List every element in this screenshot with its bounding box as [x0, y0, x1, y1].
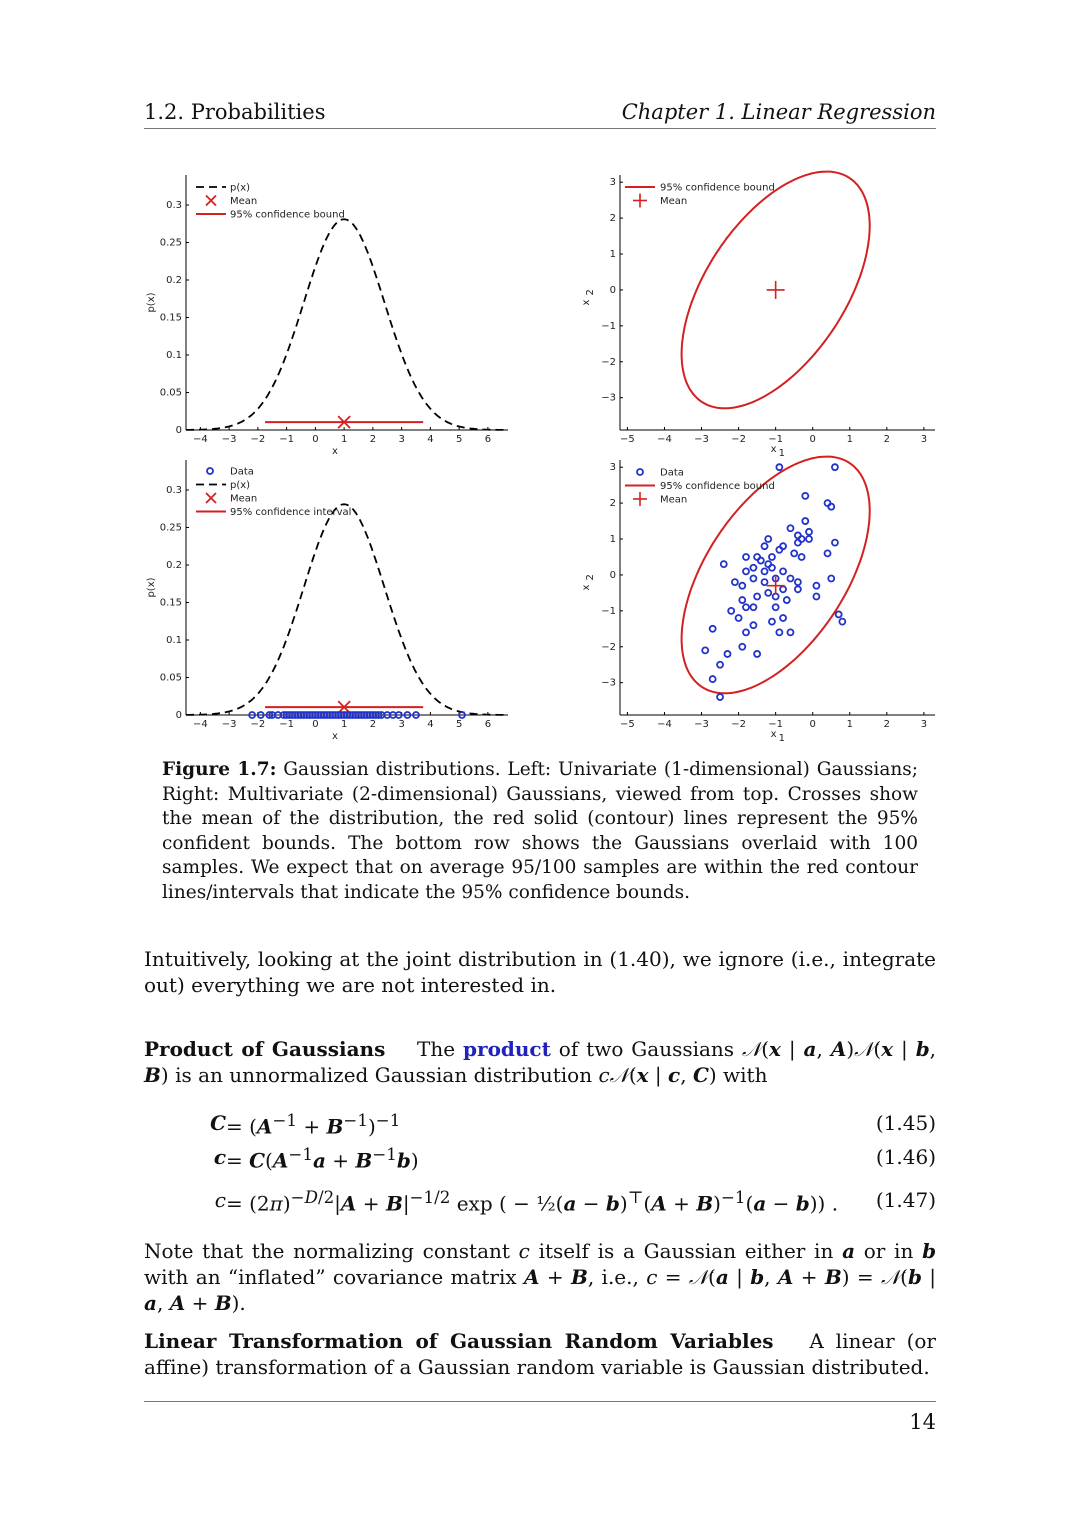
- data-point: [780, 586, 786, 592]
- data-point: [802, 493, 808, 499]
- y-tick-label: −2: [601, 356, 616, 368]
- x-tick-label: −3: [221, 719, 237, 730]
- y-tick-label: 0.15: [159, 597, 182, 609]
- note-text-4: with an “inflated” covariance matrix: [144, 1265, 517, 1289]
- product-text-4: with: [723, 1063, 768, 1087]
- data-point: [787, 576, 793, 582]
- legend-label: Mean: [230, 196, 258, 207]
- x-tick-label: −1: [279, 434, 294, 445]
- paragraph-linear-transformation: [144, 1328, 936, 1380]
- y-tick-label: 0: [175, 425, 182, 436]
- x-axis-label: x: [332, 446, 338, 457]
- legend-label: 95% confidence bound: [230, 209, 345, 221]
- data-point: [839, 619, 845, 625]
- x-tick-label: 0: [809, 719, 816, 730]
- data-point: [769, 565, 775, 571]
- x-tick-label: 2: [883, 719, 891, 730]
- y-tick-label: −3: [601, 392, 616, 404]
- data-point: [780, 568, 786, 574]
- data-point: [813, 593, 819, 599]
- note-text-3: or in: [863, 1239, 914, 1263]
- x-tick-label: 1: [340, 719, 348, 730]
- x-tick-label: −3: [221, 434, 237, 445]
- data-point: [799, 554, 805, 560]
- x-tick-label: 0: [312, 719, 319, 730]
- y-tick-label: 2: [609, 498, 616, 510]
- x-tick-label: −1: [768, 434, 784, 445]
- y-axis-label: x: [581, 299, 592, 306]
- data-point: [762, 579, 768, 585]
- legend-mean-swatch: [633, 194, 647, 208]
- legend-mean-swatch: [206, 493, 216, 503]
- data-point: [828, 576, 834, 582]
- x-tick-label: 2: [369, 434, 377, 445]
- equation-1-45: C = $(A^{-1} + B^{-1})^{-1}$ (1.45): [210, 1111, 936, 1139]
- x-tick-label: −5: [620, 434, 635, 445]
- product-text-2: of two Gaussians: [558, 1037, 735, 1061]
- x-tick-label: −1: [768, 719, 784, 730]
- legend-mean-swatch: [206, 196, 216, 206]
- y-tick-label: 0.05: [159, 672, 182, 684]
- x-tick-label: −4: [193, 719, 208, 730]
- x-tick-label: −1: [279, 719, 294, 730]
- y-tick-label: 0.25: [159, 237, 182, 249]
- data-point: [787, 629, 793, 635]
- data-point: [825, 550, 831, 556]
- data-point: [728, 608, 734, 614]
- plot-univariate-bottom: [140, 450, 520, 745]
- x-axis-label: x: [332, 731, 338, 742]
- eq-1-46-body: = $C(A^{-1}a + B^{-1}b)$: [226, 1145, 419, 1173]
- eq-number-1-45: (1.45): [875, 1111, 936, 1135]
- y-axis-label: x: [581, 584, 592, 591]
- data-point: [743, 554, 749, 560]
- x-tick-label: −4: [193, 434, 208, 445]
- y-tick-label: 0: [609, 284, 616, 296]
- x-tick-label: 1: [846, 719, 853, 730]
- note-text-2: itself is a Gaussian either in: [538, 1239, 834, 1263]
- x-tick-label: −3: [694, 434, 709, 445]
- x-tick-label: −5: [620, 719, 635, 730]
- data-point: [802, 518, 808, 524]
- y-tick-label: −1: [601, 605, 616, 617]
- data-point: [791, 550, 797, 556]
- y-tick-label: 1: [609, 534, 616, 546]
- x-tick-label: 4: [427, 434, 434, 445]
- caption-label: Figure 1.7:: [162, 759, 277, 780]
- x-tick-label: −4: [657, 434, 672, 445]
- data-point: [710, 676, 716, 682]
- x-tick-label: 3: [920, 434, 928, 445]
- x-tick-label: −4: [657, 719, 672, 730]
- data-point: [710, 626, 716, 632]
- data-point: [754, 554, 760, 560]
- y-tick-label: 0.25: [159, 522, 182, 534]
- product-text-3: is an unnormalized Gaussian distribution: [175, 1063, 593, 1087]
- legend-label: Data: [230, 466, 254, 478]
- eq-1-47-body: = $(2\pi)^{-D/2}|A + B|^{-1/2}$ exp ( − ½(a − $b)^⊤(A + B)^{-1}(a - b)$) .: [226, 1188, 839, 1216]
- product-text-1: The: [417, 1037, 456, 1061]
- equation-1-47: c = $(2\pi)^{-D/2}|A + B|^{-1/2}$ exp ( − ½(a − $b)^⊤(A + B)^{-1}(a - b)$) . (1.47): [214, 1188, 936, 1216]
- data-point: [762, 543, 768, 549]
- y-tick-label: 0.1: [166, 635, 182, 646]
- mean-plus: [767, 281, 785, 299]
- y-tick-label: 1: [609, 249, 616, 261]
- y-tick-label: −3: [601, 677, 616, 689]
- x-tick-label: 6: [484, 434, 492, 445]
- data-point: [776, 464, 782, 470]
- pdf-curve: [186, 219, 508, 430]
- x-tick-label: −2: [731, 719, 746, 730]
- data-point: [776, 547, 782, 553]
- y-tick-label: −1: [601, 320, 616, 332]
- data-point: [769, 619, 775, 625]
- data-point: [750, 565, 756, 571]
- data-point: [795, 586, 801, 592]
- legend-label: Data: [660, 467, 684, 479]
- data-point: [732, 579, 738, 585]
- data-point: [750, 576, 756, 582]
- y-tick-label: 0.05: [159, 387, 182, 399]
- eq-number-1-46: (1.46): [875, 1145, 936, 1169]
- data-point: [750, 622, 756, 628]
- page-number: 14: [909, 1410, 936, 1434]
- y-tick-label: 0.2: [166, 560, 182, 571]
- y-tick-label: 0: [609, 569, 616, 581]
- data-point: [795, 540, 801, 546]
- y-axis-subscript: 2: [585, 574, 596, 581]
- x-tick-label: 1: [340, 434, 348, 445]
- pdf-curve: [186, 504, 508, 715]
- x-tick-label: −3: [694, 719, 709, 730]
- data-point: [787, 525, 793, 531]
- data-point: [806, 536, 812, 542]
- legend-label: 95% confidence interval: [230, 507, 352, 518]
- note-text-5: , i.e.,: [587, 1265, 639, 1289]
- legend-label: 95% confidence bound: [660, 182, 775, 194]
- x-tick-label: 3: [398, 719, 405, 730]
- data-point: [776, 629, 782, 635]
- linear-heading: Linear Transformation of Gaussian Random Variables: [144, 1329, 774, 1353]
- plot-bivariate-top: [575, 165, 940, 460]
- x-tick-label: 0: [809, 434, 816, 445]
- legend-label: Mean: [230, 493, 258, 505]
- data-point: [717, 694, 723, 700]
- legend-label: Mean: [660, 494, 688, 506]
- eq-1-45-body: = $(A^{-1} + B^{-1})^{-1}$: [226, 1111, 401, 1139]
- running-header-chapter: Chapter 1. Linear Regression: [621, 100, 936, 124]
- y-tick-label: 0.3: [166, 485, 182, 496]
- data-point: [773, 604, 779, 610]
- legend-label: p(x): [230, 480, 251, 491]
- plot-univariate-top: [140, 165, 520, 460]
- paragraph-note: Note that the normalizing constant c itself is a Gaussian either in a or in b with an “inflated” covariance matrix A + B, i.e., c = 𝒩(a | b, A + B) = 𝒩(b | a, A + B).: [144, 1239, 937, 1315]
- math-inflated: c = 𝒩(a | b, A + B) = 𝒩(b | a, A + B).: [144, 1265, 937, 1315]
- math-product: 𝒩(x | a, A)𝒩(x | b, B): [144, 1037, 937, 1087]
- data-point: [743, 604, 749, 610]
- data-point: [743, 629, 749, 635]
- note-text-1: Note that the normalizing constant: [144, 1239, 510, 1263]
- header-rule: [144, 128, 936, 129]
- x-tick-label: 0: [312, 434, 319, 445]
- data-point: [717, 662, 723, 668]
- data-point: [724, 651, 730, 657]
- data-point: [762, 568, 768, 574]
- math-unnormalized: c𝒩(x | c, C): [598, 1063, 717, 1087]
- y-tick-label: −2: [601, 641, 616, 653]
- y-tick-label: 0.15: [159, 312, 182, 324]
- data-point: [754, 651, 760, 657]
- linear-text: A linear (or affine) transformation of a Gaussian random variable is Gaussian distributed.: [144, 1329, 936, 1379]
- caption-text: Gaussian distributions. Left: Univariate (1-dimensional) Gaussians; Right: Multivariate (2-dimensional) Gaussians, viewed from top. Crosses show the mean of the distribution, the red solid (contour) lines represent the 95% confident bounds. The bottom row shows the Gaussians overlaid with 100 samples. We expect that on average 95/100 samples are within the red contour lines/intervals that indicate the 95% confidence bounds.: [162, 759, 918, 903]
- y-tick-label: 0: [175, 710, 182, 721]
- legend-label: Mean: [660, 196, 688, 207]
- paragraph-product: [144, 1036, 936, 1088]
- y-axis-label: p(x): [146, 292, 157, 313]
- data-point: [754, 593, 760, 599]
- legend-data-swatch: [637, 469, 643, 475]
- data-point: [780, 615, 786, 621]
- data-point: [813, 583, 819, 589]
- data-point: [739, 583, 745, 589]
- plot-bivariate-bottom: [575, 450, 940, 745]
- data-point: [806, 529, 812, 535]
- product-heading: Product of Gaussians: [144, 1037, 386, 1061]
- paragraph-intuitively: Intuitively, looking at the joint distribution in (1.40), we ignore (i.e., integrate out) everything we are not interested in.: [144, 947, 936, 997]
- data-point: [769, 554, 775, 560]
- y-tick-label: 3: [609, 177, 616, 189]
- data-point: [736, 615, 742, 621]
- x-axis-subscript: 1: [778, 448, 786, 459]
- x-tick-label: 5: [455, 434, 463, 445]
- product-link[interactable]: product: [463, 1037, 551, 1061]
- data-point: [832, 464, 838, 470]
- data-point: [832, 540, 838, 546]
- y-axis-label: p(x): [146, 577, 157, 598]
- data-point: [743, 568, 749, 574]
- y-tick-label: 3: [609, 462, 616, 474]
- x-tick-label: −2: [250, 434, 266, 445]
- y-tick-label: 0.3: [166, 200, 182, 211]
- x-tick-label: 4: [427, 719, 434, 730]
- data-point: [828, 504, 834, 510]
- legend-mean-swatch: [633, 492, 647, 506]
- eq-number-1-47: (1.47): [875, 1188, 936, 1212]
- x-tick-label: −2: [731, 434, 746, 445]
- x-axis-label: x: [770, 729, 777, 740]
- x-axis-subscript: 1: [778, 733, 786, 744]
- x-tick-label: 2: [369, 719, 377, 730]
- x-tick-label: 6: [484, 719, 492, 730]
- equation-1-46: c = $C(A^{-1}a + B^{-1}b)$ (1.46): [213, 1145, 936, 1173]
- y-tick-label: 0.1: [166, 350, 182, 361]
- legend-label: p(x): [230, 182, 251, 194]
- y-tick-label: 0.2: [166, 275, 182, 286]
- x-tick-label: 1: [846, 434, 853, 445]
- y-tick-label: 2: [609, 213, 616, 225]
- data-point: [836, 611, 842, 617]
- x-tick-label: 2: [883, 434, 891, 445]
- data-point: [765, 590, 771, 596]
- x-axis-label: x: [770, 444, 777, 455]
- data-point: [739, 597, 745, 603]
- data-point: [739, 644, 745, 650]
- legend-label: 95% confidence bound: [660, 481, 775, 492]
- x-tick-label: −2: [250, 719, 266, 730]
- data-point: [721, 561, 727, 567]
- data-point: [795, 579, 801, 585]
- data-point: [765, 536, 771, 542]
- figure-caption: [162, 758, 918, 906]
- x-tick-label: 5: [455, 719, 463, 730]
- x-tick-label: 3: [398, 434, 405, 445]
- y-axis-subscript: 2: [585, 289, 596, 296]
- x-tick-label: 3: [920, 719, 928, 730]
- data-point: [750, 604, 756, 610]
- running-header-section: 1.2. Probabilities: [144, 100, 326, 124]
- footer-rule: [144, 1401, 936, 1402]
- data-point: [702, 647, 708, 653]
- legend-data-swatch: [207, 468, 213, 474]
- data-point: [784, 597, 790, 603]
